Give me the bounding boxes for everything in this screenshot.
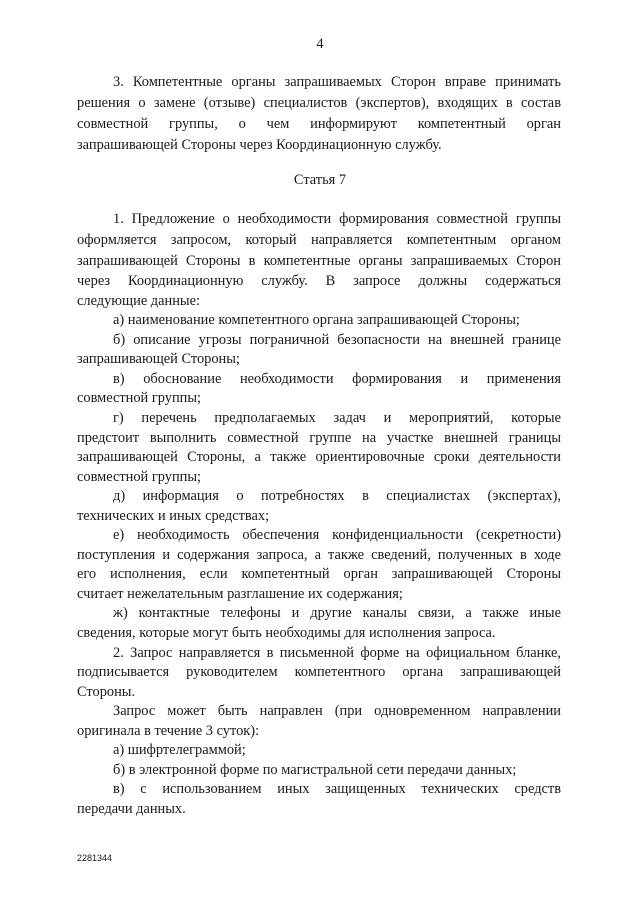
text-line: а) наименование компетентного органа запрашивающей Стороны;: [113, 312, 520, 328]
article-heading: Статья 7: [293, 172, 347, 188]
text-line: 3. Компетентные органы запрашиваемых Сторон вправе принимать: [113, 74, 561, 90]
text-line: подписывается руководителем компетентного органа запрашивающей: [77, 664, 561, 680]
text-line: следующие данные:: [77, 293, 200, 309]
text-line: предстоит выполнить совместной группе на участке внешней границы: [77, 430, 561, 446]
text-line: Запрос может быть направлен (при одновременном направлении: [113, 703, 561, 719]
text-line: решения о замене (отзыве) специалистов (экспертов), входящих в состав: [77, 95, 561, 111]
document-id: 2281344: [77, 853, 113, 863]
text-line: д) информация о потребностях в специалистах (экспертах),: [113, 488, 561, 504]
text-line: е) необходимость обеспечения конфиденциальности (секретности): [113, 527, 561, 543]
page-number: 4: [316, 36, 324, 52]
text-line: оригинала в течение 3 суток):: [77, 723, 260, 739]
text-line: оформляется запросом, который направляется компетентным органом: [77, 232, 561, 248]
text-line: б) в электронной форме по магистральной сети передачи данных;: [113, 762, 517, 778]
text-line: передачи данных.: [77, 801, 186, 817]
text-line: а) шифртелеграммой;: [113, 742, 246, 758]
text-line: г) перечень предполагаемых задач и мероприятий, которые: [113, 410, 561, 426]
text-line: технических и иных средствах;: [77, 508, 270, 524]
text-line: Стороны.: [77, 684, 136, 700]
text-line: запрашивающей Стороны, а также ориентировочные сроки деятельности: [77, 449, 561, 465]
text-line: ж) контактные телефоны и другие каналы связи, а также иные: [113, 605, 561, 621]
text-line: в) с использованием иных защищенных технических средств: [113, 781, 561, 797]
text-line: через Координационную службу. В запросе должны содержаться: [77, 273, 561, 289]
text-line: поступления и содержания запроса, а также сведений, полученных в ходе: [77, 547, 561, 563]
text-line: его исполнения, если компетентный орган запрашивающей Стороны: [77, 566, 561, 582]
text-line: запрашивающей Стороны;: [77, 351, 240, 367]
text-line: совместной группы;: [77, 469, 202, 485]
text-line: в) обоснование необходимости формирования и применения: [113, 371, 561, 387]
text-line: 1. Предложение о необходимости формирования совместной группы: [113, 211, 561, 227]
text-line: запрашивающей Стороны в компетентные органы запрашиваемых Сторон: [77, 253, 561, 269]
text-line: б) описание угрозы пограничной безопасности на внешней границе: [113, 332, 561, 348]
text-line: совместной группы;: [77, 390, 202, 406]
text-line: сведения, которые могут быть необходимы для исполнения запроса.: [77, 625, 496, 641]
text-line: 2. Запрос направляется в письменной форме на официальном бланке,: [113, 645, 561, 661]
text-line: считает нежелательным разглашение их содержания;: [77, 586, 403, 602]
text-line: запрашивающей Стороны через Координационную службу.: [77, 137, 442, 153]
text-line: совместной группы, о чем информируют компетентный орган: [77, 116, 561, 132]
